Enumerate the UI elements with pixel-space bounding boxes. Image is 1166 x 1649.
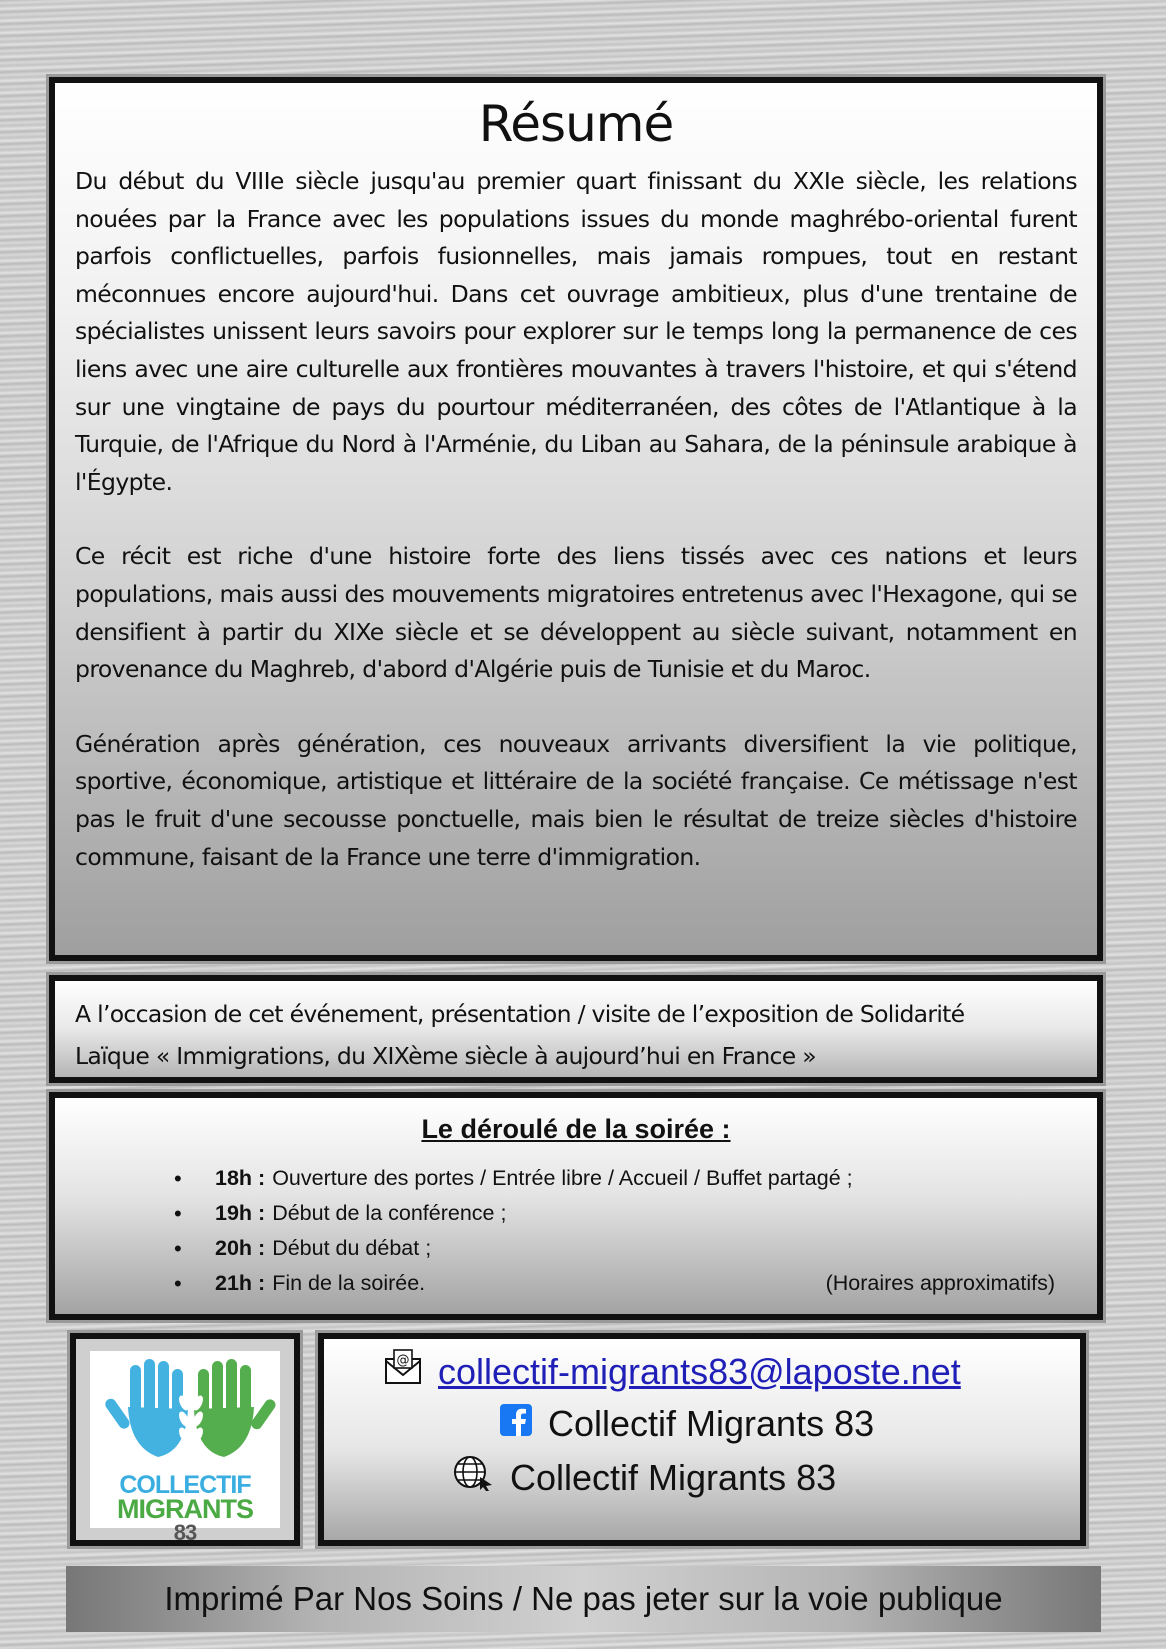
schedule-text: Fin de la soirée. (272, 1271, 426, 1295)
collectif-migrants-logo (90, 1351, 280, 1545)
website-link[interactable]: Collectif Migrants 83 (510, 1456, 837, 1498)
summary-box (49, 77, 1103, 961)
schedule-text: Début de la conférence ; (272, 1201, 507, 1225)
schedule-time: 21h : (215, 1271, 266, 1295)
schedule-title: Le déroulé de la soirée : (421, 1114, 731, 1144)
schedule-item (174, 1161, 1077, 1196)
schedule-item (174, 1231, 1077, 1266)
bullet-icon: • (174, 1271, 182, 1296)
contact-box (318, 1333, 1086, 1546)
schedule-box (49, 1092, 1103, 1320)
summary-title: Résumé (478, 95, 674, 153)
summary-paragraph: Du début du VIIIe siècle jusqu'au premier quart finissant du XXIe siècle, les relations nouées par la France avec les populations issues du monde maghrébo-oriental furent parfois conflictuelles, parfois fusionnelles, mais jamais rompues, tout en restant méconnues encore aujourd'hui. Dans cet ouvrage ambitieux, plus d'une trentaine de spécialistes unissent leurs savoirs pour explorer sur le temps long la permanence de ces liens avec une aire culturelle aux frontières mouvantes à travers l'histoire, et qui s'étend sur une vingtaine de pays du pourtour méditerranéen, des côtes de l'Atlantique à la Turquie, de l'Afrique du Nord à l'Arménie, du Liban au Sahara, de la péninsule arabique à l'Égypte. (75, 167, 1077, 496)
logo-box (70, 1333, 300, 1546)
website-line (452, 1455, 836, 1500)
logo-text: 83 (173, 1520, 197, 1545)
summary-paragraph: Ce récit est riche d'une histoire forte des liens tissés avec ces nations et leurs populations, mais aussi des mouvements migratoires entretenus avec l'Hexagone, qui se densifient à partir du XIXe siècle et se développent au siècle suivant, notamment en provenance du Maghreb, d'abord d'Algérie puis de Tunisie et du Maroc. (75, 542, 1077, 684)
schedule-item (174, 1266, 1077, 1301)
schedule-note: (Horaires approximatifs) (825, 1271, 1055, 1295)
email-line (384, 1349, 961, 1394)
globe-icon[interactable] (452, 1455, 494, 1500)
facebook-link[interactable]: Collectif Migrants 83 (548, 1403, 875, 1444)
email-link[interactable]: collectif-migrants83@laposte.net (438, 1350, 961, 1392)
schedule-time: 19h : (215, 1201, 266, 1225)
schedule-time: 18h : (215, 1166, 266, 1190)
schedule-text: Début du débat ; (272, 1236, 432, 1260)
facebook-line (500, 1403, 874, 1445)
facebook-icon[interactable] (500, 1403, 532, 1445)
exhibition-line: A l’occasion de cet événement, présentation / visite de l’exposition de Solidarité (75, 1000, 965, 1028)
bullet-icon: • (174, 1236, 182, 1261)
schedule-time: 20h : (215, 1236, 266, 1260)
footer-text: Imprimé Par Nos Soins / Ne pas jeter sur la voie publique (164, 1580, 1003, 1617)
schedule-text: Ouverture des portes / Entrée libre / Accueil / Buffet partagé ; (272, 1166, 853, 1190)
svg-text:@: @ (396, 1353, 410, 1368)
footer-banner (66, 1566, 1101, 1632)
exhibition-line: Laïque « Immigrations, du XIXème siècle à aujourd’hui en France » (75, 1042, 816, 1070)
exhibition-box (49, 975, 1103, 1083)
logo-text: MIGRANTS (117, 1494, 253, 1524)
bullet-icon: • (174, 1201, 182, 1226)
schedule-item (174, 1196, 1077, 1231)
bullet-icon: • (174, 1166, 182, 1191)
summary-paragraph: Génération après génération, ces nouveaux arrivants diversifient la vie politique, sportive, économique, artistique et littéraire de la société française. Ce métissage n'est pas le fruit d'une secousse ponctuelle, mais bien le résultat de treize siècles d'histoire commune, faisant de la France une terre d'immigration. (75, 729, 1077, 871)
logo-text: COLLECTIF (119, 1471, 251, 1499)
schedule-list (75, 1161, 1077, 1301)
email-icon (384, 1349, 422, 1394)
hands-icon (90, 1351, 292, 1476)
